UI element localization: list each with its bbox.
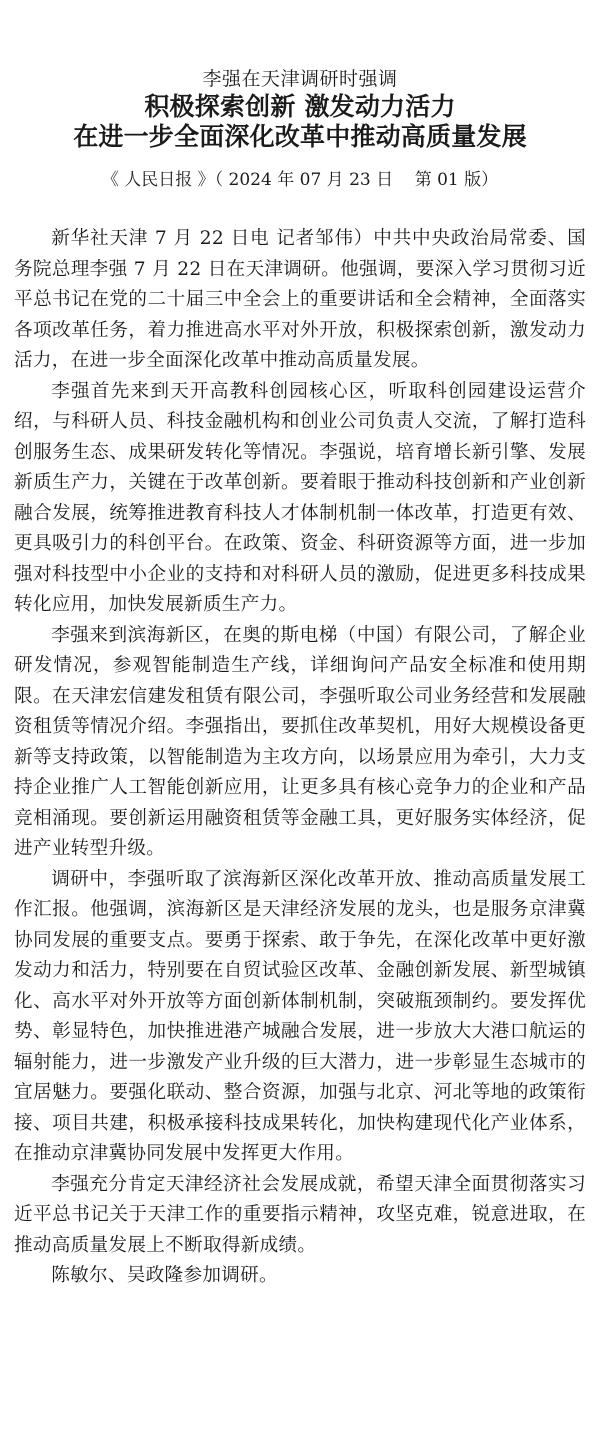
article-paragraph: 新华社天津 7 月 22 日电 记者邹伟）中共中央政治局常委、国务院总理李强 7 月 22 日在天津调研。他强调，要深入学习贯彻习近平总书记在党的二十届三中全会上的重要讲话和全会精神，全面落实各项改革任务，着力推进高水平对外开放，积极探索创新，激发动力活力，在进一步全面深化改革中推动高质量发展。: [14, 228, 586, 371]
headline-line-1: 积极探索创新 激发动力活力: [144, 92, 456, 121]
article-source: 《 人民日报 》（ 2024 年 07 月 23 日 第 01 版）: [101, 170, 499, 190]
article-paragraph: 李强充分肯定天津经济社会发展成就，希望天津全面贯彻落实习近平总书记关于天津工作的重要指示精神，攻坚克难，锐意进取，在推动高质量发展上不断取得新成绩。: [14, 1173, 586, 1256]
article-paragraph: 李强首先来到天开高教科创园核心区，听取科创园建设运营介绍，与科研人员、科技金融机构和创业公司负责人交流，了解打造科创服务生态、成果研发转化等情况。李强说，培育增长新引擎、发展新质生产力，关键在于改革创新。要着眼于推动科技创新和产业创新融合发展，统筹推进教育科技人才体制机制一体改革，打造更有效、更具吸引力的科创平台。在政策、资金、科研资源等方面，进一步加强对科技型中小企业的支持和对科研人员的激励，促进更多科技成果转化应用，加快发展新质生产力。: [14, 380, 586, 615]
article-paragraph: 陈敏尔、吴政隆参加调研。: [51, 1265, 278, 1286]
article-kicker: 李强在天津调研时强调: [202, 68, 398, 90]
article-headline: [14, 92, 586, 152]
headline-line-2: 在进一步全面深化改革中推动高质量发展: [73, 122, 527, 151]
article-body: [14, 224, 586, 1292]
article-paragraph: 李强来到滨海新区，在奥的斯电梯（中国）有限公司，了解企业研发情况，参观智能制造生产线，详细询问产品安全标准和使用期限。在天津宏信建发租赁有限公司，李强听取公司业务经营和发展融资租赁等情况介绍。李强指出，要抓住改革契机，用好大规模设备更新等支持政策，以智能制造为主攻方向，以场景应用为牵引，大力支持企业推广人工智能创新应用，让更多具有核心竞争力的企业和产品竞相涌现。要创新运用融资租赁等金融工具，更好服务实体经济，促进产业转型升级。: [14, 624, 586, 859]
article-paragraph: 调研中，李强听取了滨海新区深化改革开放、推动高质量发展工作汇报。他强调，滨海新区是天津经济发展的龙头，也是服务京津冀协同发展的重要支点。要勇于探索、敢于争先，在深化改革中更好激发动力和活力，特别要在自贸试验区改革、金融创新发展、新型城镇化、高水平对外开放等方面创新体制机制，突破瓶颈制约。要发挥优势、彰显特色，加快推进港产城融合发展，进一步放大大港口航运的辐射能力，进一步激发产业升级的巨大潜力，进一步彰显生态城市的宜居魅力。要强化联动、整合资源，加强与北京、河北等地的政策衔接、项目共建，积极承接科技成果转化，加快构建现代化产业体系，在推动京津冀协同发展中发挥更大作用。: [14, 868, 586, 1164]
